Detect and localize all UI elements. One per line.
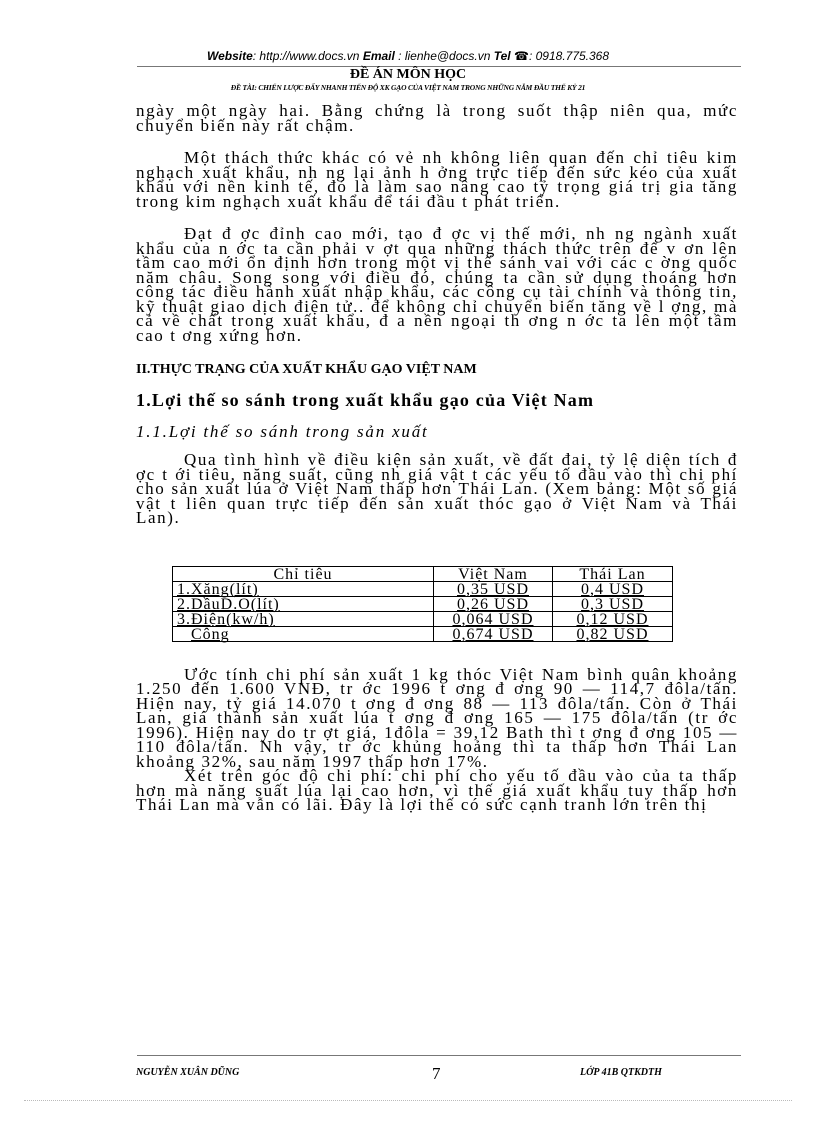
table-row (173, 611, 673, 626)
phone-icon: ☎ (514, 49, 529, 63)
paragraph-1: ngày một ngày hai. Bằng chứng là trong suốt thập niên qua, mức chuyển biến này rất chậm. (136, 101, 738, 135)
email-label: Email (362, 49, 395, 63)
table-cell-th: 0,12 USD (553, 611, 673, 626)
table-cell-label: Công (173, 626, 434, 641)
table-cell-label: 2.DầuD.O(lít) (173, 596, 434, 611)
header-topic: ĐỀ TÀI: CHIẾN LƯỢC ĐẨY NHANH TIẾN ĐỘ XK GẠO CỦA VIỆT NAM TRONG NHỮNG NĂM ĐẦU THẾ KỶ 21 (230, 83, 586, 92)
header-contact-line (0, 49, 816, 63)
page-number: 7 (432, 1064, 441, 1083)
table-header-cell: Thái Lan (553, 566, 673, 581)
table-cell-th: 0,4 USD (553, 581, 673, 596)
section-heading: II.THỰC TRẠNG CỦA XUẤT KHẨU GẠO VIỆT NAM (136, 362, 477, 377)
table-cell-vn: 0,26 USD (434, 596, 553, 611)
tel-label: Tel (493, 49, 511, 63)
paragraph-5: Ước tính chi phí sản xuất 1 kg thóc Việt Nam bình quân khoảng 1.250 đến 1.600 VNĐ, tr ớc 1996 t ơng đ ơng 90 — 114,7 đôla/tấn. Hiện nay, tỷ giá 14.070 t ơng đ ơng 88 — 113 đôla/tấn. Còn ở Thái Lan, giá thành sản xuất lúa t ơng đ ơng 165 — 175 đôla/tấn (tr ớc 1996). Hiện nay do tr ợt giá, 1đôla = 39,12 Bath thì t ơng đ ơng 105 — 110 đôla/tấn. Nh vậy, tr ớc khủng hoảng thì ta thấp hơn Thái Lan khoảng 32%, sau năm 1997 thấp hơn 17%. (136, 664, 738, 771)
footer-rule (137, 1055, 741, 1056)
website-label: Website (206, 49, 253, 63)
table-header-cell: Chỉ tiêu (173, 566, 434, 581)
table-row (173, 626, 673, 641)
table-row (173, 596, 673, 611)
table-cell-vn: 0,35 USD (434, 581, 553, 596)
table-header-row (173, 566, 673, 581)
email-value[interactable]: : lienhe@docs.vn (398, 49, 491, 63)
paragraph-2: Một thách thức khác có vẻ nh không liên quan đến chỉ tiêu kim nghạch xuất khẩu, nh ng lại ảnh h ởng trực tiếp đến sức kéo của xuất khẩu với nền kinh tế, đó là làm sao nâng cao tỷ trọng giá trị gia tăng trong kim nghạch xuất khẩu để tái đầu t phát triển. (136, 148, 738, 211)
table-row (173, 581, 673, 596)
table-cell-th: 0,3 USD (553, 596, 673, 611)
subheading: 1.Lợi thế so sánh trong xuất khẩu gạo của Việt Nam (136, 390, 595, 410)
website-value[interactable]: : http://www.docs.vn (252, 49, 360, 63)
table-cell-vn: 0,674 USD (434, 626, 553, 641)
page-edge-divider (24, 1100, 792, 1101)
table-cell-th: 0,82 USD (553, 626, 673, 641)
paragraph-6: Xét trên góc độ chi phí: chi phí cho yếu tố đầu vào của ta thấp hơn mà năng suất lúa lại cao hơn, vì thế giá xuất khẩu tuy thấp hơn Thái Lan mà vẫn có lãi. Đây là lợi thế có sức cạnh tranh lớn trên thị (136, 766, 738, 814)
table-cell-label: 1.Xăng(lít) (173, 581, 434, 596)
table-header-cell: Việt Nam (434, 566, 553, 581)
table-cell-vn: 0,064 USD (434, 611, 553, 626)
paragraph-3: Đạt đ ợc đỉnh cao mới, tạo đ ợc vị thế mới, nh ng ngành xuất khẩu của n ớc ta cần phải v ợt qua những thách thức trên để v ơn lên tầm cao mới ổn định hơn trong một vị thế sánh vai với các c ờng quốc năm châu. Song song với điều đó, chúng ta cần sử dụng thoáng hơn công tác điều hành xuất nhập khẩu, các công cụ tài chính và thông tin, kỹ thuật giao dịch điện tử.. để không chỉ chuyển biến tăng về l ợng, mà cả về chất trong xuất khẩu, đ a nền ngoại th ơng n ớc ta lên một tầm cao t ơng xứng hơn. (136, 224, 738, 345)
subsubheading: 1.1.Lợi thế so sánh trong sản xuất (136, 422, 429, 441)
table-cell-label: 3.Điện(kw/h) (173, 611, 434, 626)
tel-value: : 0918.775.368 (528, 49, 610, 63)
footer-class: LỚP 41B QTKDTH (580, 1067, 662, 1078)
cost-comparison-table (172, 566, 673, 642)
paragraph-4: Qua tình hình về điều kiện sản xuất, về đất đai, tỷ lệ diện tích đ ợc t ới tiêu, năng suất, cũng nh giá vật t các yếu tố đầu vào thì chi phí cho sản xuất lúa ở Việt Nam thấp hơn Thái Lan. (Xem bảng: Một số giá vật t liên quan trực tiếp đến sản xuất thóc gạo ở Việt Nam và Thái Lan). (136, 450, 738, 527)
header-title: ĐỀ ÁN MÔN HỌC (349, 67, 467, 82)
footer-author: NGUYỄN XUÂN DŨNG (136, 1067, 240, 1078)
body-content (136, 101, 738, 814)
